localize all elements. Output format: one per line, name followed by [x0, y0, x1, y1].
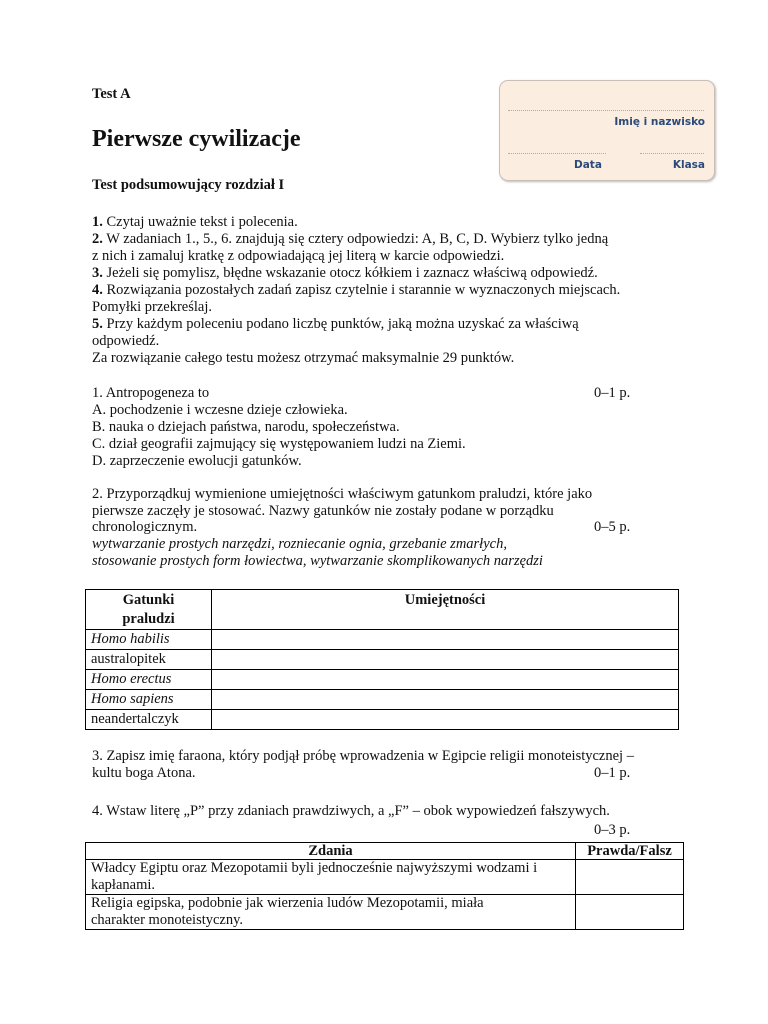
- answer-option-d[interactable]: D. zaprzeczenie ewolucji gatunków.: [92, 453, 302, 469]
- question-2-text: pierwsze zaczęły je stosować. Nazwy gatunków nie zostały podane w porządku: [92, 503, 554, 519]
- skills-answer-cell[interactable]: [212, 670, 679, 690]
- table-row: [86, 690, 679, 710]
- student-info-box: [499, 80, 715, 181]
- instruction-line: Za rozwiązanie całego testu możesz otrzymać maksymalnie 29 punktów.: [92, 350, 515, 366]
- table-row: [86, 630, 679, 650]
- table-header-true-false: Prawda/Falsz: [576, 843, 684, 860]
- answer-option-b[interactable]: B. nauka o dziejach państwa, narodu, społeczeństwa.: [92, 419, 400, 435]
- date-line[interactable]: [508, 153, 606, 154]
- table-header-species: Gatunki praludzi: [86, 590, 212, 630]
- page-subtitle: Test podsumowujący rozdział I: [92, 177, 285, 193]
- question-1-points: 0–1 p.: [594, 385, 631, 401]
- class-line[interactable]: [640, 153, 704, 154]
- question-2-points: 0–5 p.: [594, 519, 631, 535]
- table-header-skills: Umiejętności: [212, 590, 679, 630]
- question-2-text: chronologicznym.: [92, 519, 198, 535]
- species-cell: Homo sapiens: [86, 690, 212, 710]
- test-label: Test A: [92, 86, 131, 102]
- species-cell: australopitek: [86, 650, 212, 670]
- date-label: Data: [574, 159, 602, 171]
- skills-list: stosowanie prostych form łowiectwa, wytwarzanie skomplikowanych narzędzi: [92, 553, 543, 569]
- instruction-line: 3. Jeżeli się pomylisz, błędne wskazanie otocz kółkiem i zaznacz właściwą odpowiedź.: [92, 265, 598, 281]
- skills-answer-cell[interactable]: [212, 710, 679, 730]
- table-row: [86, 895, 684, 930]
- table-row: [86, 670, 679, 690]
- table-header-statements: Zdania: [86, 843, 576, 860]
- true-false-answer-cell[interactable]: [576, 860, 684, 895]
- skills-answer-cell[interactable]: [212, 650, 679, 670]
- instruction-line: 1. Czytaj uważnie tekst i polecenia.: [92, 214, 298, 230]
- instruction-line: 5. Przy każdym poleceniu podano liczbę punktów, jaką można uzyskać za właściwą: [92, 316, 579, 332]
- skills-answer-cell[interactable]: [212, 690, 679, 710]
- true-false-table: [85, 842, 684, 930]
- question-3-text: 3. Zapisz imię faraona, który podjął próbę wprowadzenia w Egipcie religii monoteistycznej –: [92, 748, 634, 764]
- table-row: [86, 860, 684, 895]
- question-3-text: kultu boga Atona.: [92, 765, 196, 781]
- table-row: [86, 710, 679, 730]
- question-2-text: 2. Przyporządkuj wymienione umiejętności właściwym gatunkom praludzi, które jako: [92, 486, 593, 502]
- species-cell: neandertalczyk: [86, 710, 212, 730]
- species-skills-table: [85, 589, 679, 730]
- instruction-line: z nich i zamaluj kratkę z odpowiadającą jej literą w karcie odpowiedzi.: [92, 248, 505, 264]
- question-4-points: 0–3 p.: [594, 822, 631, 838]
- instruction-line: odpowiedź.: [92, 333, 160, 349]
- instruction-line: 2. W zadaniach 1., 5., 6. znajdują się cztery odpowiedzi: A, B, C, D. Wybierz tylko jedną: [92, 231, 609, 247]
- question-1-text: 1. Antropogeneza to: [92, 385, 210, 401]
- skills-answer-cell[interactable]: [212, 630, 679, 650]
- question-4-text: 4. Wstaw literę „P” przy zdaniach prawdziwych, a „F” – obok wypowiedzeń fałszywych.: [92, 803, 610, 819]
- name-line[interactable]: [508, 110, 704, 111]
- answer-option-c[interactable]: C. dział geografii zajmujący się występowaniem ludzi na Ziemi.: [92, 436, 466, 452]
- page-title: Pierwsze cywilizacje: [92, 126, 301, 152]
- skills-list: wytwarzanie prostych narzędzi, rozniecanie ognia, grzebanie zmarłych,: [92, 536, 507, 552]
- true-false-answer-cell[interactable]: [576, 895, 684, 930]
- answer-option-a[interactable]: A. pochodzenie i wczesne dzieje człowieka.: [92, 402, 348, 418]
- statement-cell: Władcy Egiptu oraz Mezopotamii byli jednocześnie najwyższymi wodzami i kapłanami.: [86, 860, 576, 895]
- species-cell: Homo habilis: [86, 630, 212, 650]
- statement-cell: Religia egipska, podobnie jak wierzenia ludów Mezopotamii, miała charakter monoteistyczny.: [86, 895, 576, 930]
- name-label: Imię i nazwisko: [614, 116, 705, 128]
- species-cell: Homo erectus: [86, 670, 212, 690]
- class-label: Klasa: [672, 159, 705, 171]
- question-3-points: 0–1 p.: [594, 765, 631, 781]
- table-row: [86, 650, 679, 670]
- instruction-line: Pomyłki przekreślaj.: [92, 299, 213, 315]
- instruction-line: 4. Rozwiązania pozostałych zadań zapisz czytelnie i starannie w wyznaczonych miejscach.: [92, 282, 621, 298]
